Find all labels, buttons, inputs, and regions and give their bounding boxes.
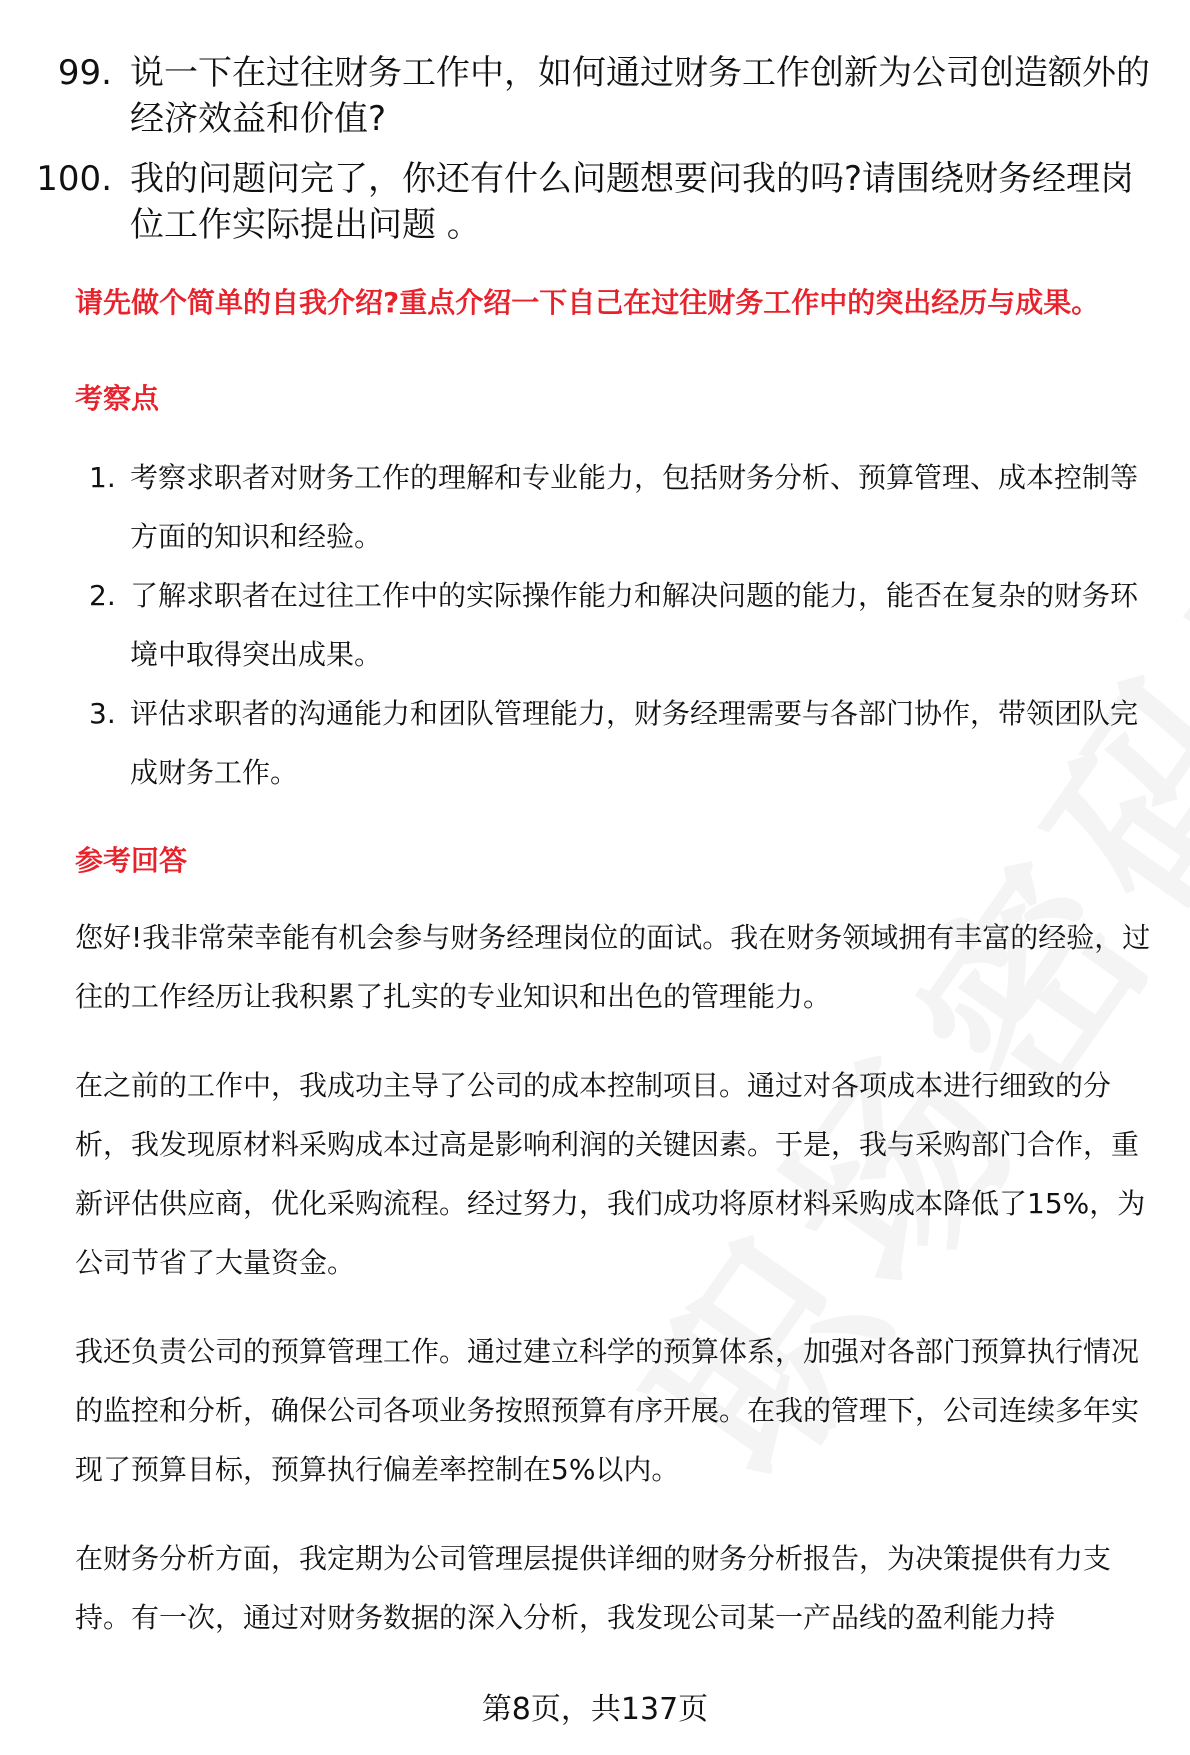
point-number: 3. [89, 697, 116, 730]
question-item [0, 50, 1160, 142]
answer-paragraph: 我还负责公司的预算管理工作。通过建立科学的预算体系，加强对各部门预算执行情况的监控和分析，确保公司各项业务按照预算有序开展。在我的管理下，公司连续多年实现了预算目标，预算执行偏差率控制在5%以内。 [75, 1335, 1140, 1486]
point-item [75, 684, 1140, 802]
section-question-heading: 请先做个简单的自我介绍?重点介绍一下自己在过往财务工作中的突出经历与成果。 [75, 286, 1100, 319]
question-number: 99. [57, 53, 112, 93]
point-text: 评估求职者的沟通能力和团队管理能力，财务经理需要与各部门协作，带领团队完成财务工作。 [130, 697, 1139, 789]
answer-paragraph: 在财务分析方面，我定期为公司管理层提供详细的财务分析报告，为决策提供有力支持。有一次，通过对财务数据的深入分析，我发现公司某一产品线的盈利能力持 [75, 1542, 1112, 1634]
question-text: 说一下在过往财务工作中，如何通过财务工作创新为公司创造额外的经济效益和价值? [130, 53, 1150, 139]
page-footer: 第8页，共137页 [481, 1692, 709, 1727]
point-item [75, 448, 1140, 566]
points-heading: 考察点 [75, 382, 160, 415]
point-text: 了解求职者在过往工作中的实际操作能力和解决问题的能力，能否在复杂的财务环境中取得突出成果。 [130, 579, 1139, 671]
point-item [75, 566, 1140, 684]
question-number: 100. [36, 159, 112, 199]
points-list [75, 448, 1155, 802]
question-item [0, 156, 1160, 248]
answer-paragraph: 在之前的工作中，我成功主导了公司的成本控制项目。通过对各项成本进行细致的分析，我发现原材料采购成本过高是影响利润的关键因素。于是，我与采购部门合作，重新评估供应商，优化采购流程。经过努力，我们成功将原材料采购成本降低了15%，为公司节省了大量资金。 [75, 1069, 1146, 1279]
question-list [0, 50, 1190, 262]
point-number: 2. [89, 579, 116, 612]
answer-heading: 参考回答 [75, 844, 188, 877]
answer-paragraph: 您好!我非常荣幸能有机会参与财务经理岗位的面试。我在财务领域拥有丰富的经验，过往的工作经历让我积累了扎实的专业知识和出色的管理能力。 [75, 921, 1151, 1013]
question-text: 我的问题问完了，你还有什么问题想要问我的吗?请围绕财务经理岗位工作实际提出问题 。 [130, 159, 1135, 245]
point-number: 1. [89, 461, 116, 494]
answer-body [75, 908, 1155, 1677]
point-text: 考察求职者对财务工作的理解和专业能力，包括财务分析、预算管理、成本控制等方面的知识和经验。 [130, 461, 1139, 553]
